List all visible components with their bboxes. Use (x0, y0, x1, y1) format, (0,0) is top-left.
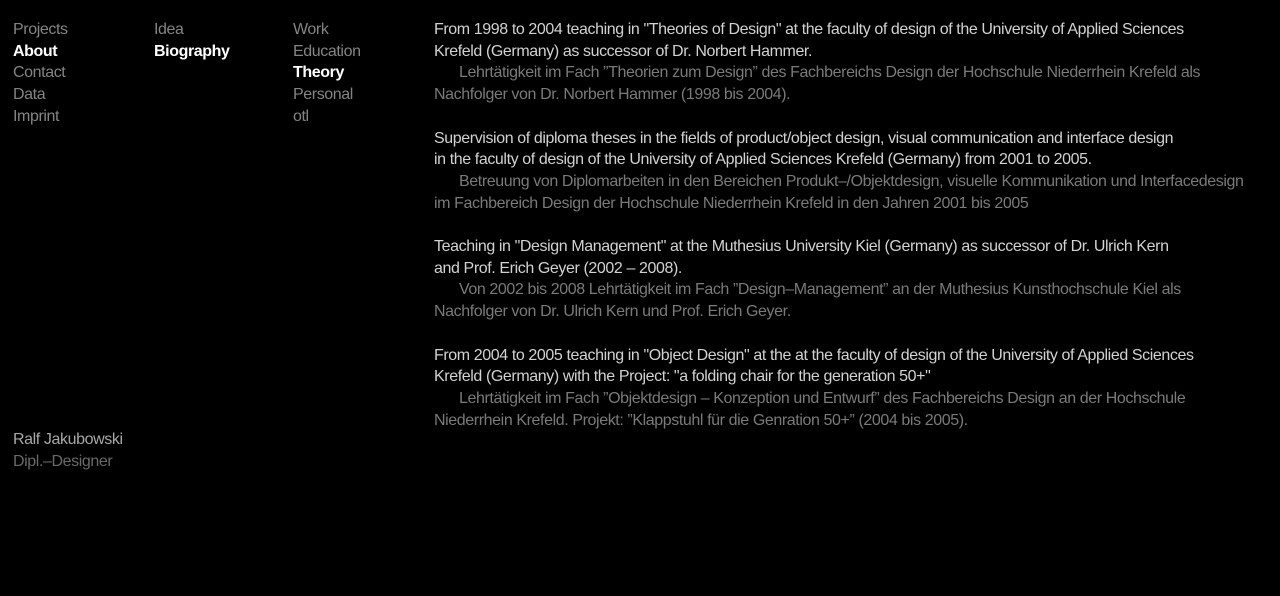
paragraph-block (434, 345, 1280, 432)
en-line: Krefeld (Germany) with the Project: "a folding chair for the generation 50+" (434, 368, 931, 386)
de-line: Nachfolger von Dr. Norbert Hammer (1998 bis 2004). (434, 86, 791, 104)
nav-item-about[interactable]: About (13, 42, 58, 60)
nav-item-idea[interactable]: Idea (154, 21, 184, 38)
de-line: Betreuung von Diplomarbeiten in den Bereichen Produkt–/Objektdesign, visuelle Kommunikation und Interfacedesign (459, 172, 1244, 190)
en-line: Krefeld (Germany) as successor of Dr. Norbert Hammer. (434, 42, 813, 60)
nav-column-primary (13, 19, 154, 453)
footer-name: Ralf Jakubowski (13, 431, 123, 448)
nav-item-work[interactable]: Work (293, 21, 329, 38)
de-line: Lehrtätigkeit im Fach ”Objektdesign – Konzeption und Entwurf” des Fachbereichs Design an der Hochschule (459, 389, 1186, 407)
en-line: Supervision of diploma theses in the fields of product/object design, visual communication and interface design (434, 129, 1174, 147)
de-line: Niederrhein Krefeld. Projekt: ”Klappstuhl für die Genration 50+” (2004 bis 2005). (434, 411, 968, 429)
nav-item-theory[interactable]: Theory (293, 64, 344, 82)
paragraph-block (434, 19, 1280, 106)
nav-column-about (154, 19, 293, 453)
nav-item-personal[interactable]: Personal (293, 86, 353, 104)
nav-item-contact[interactable]: Contact (13, 64, 66, 82)
nav-item-biography[interactable]: Biography (154, 42, 230, 60)
nav-item-otl[interactable]: otl (293, 107, 309, 125)
paragraph-block (434, 128, 1280, 215)
nav-column-biography (293, 19, 434, 453)
en-line: in the faculty of design of the University of Applied Sciences Krefeld (Germany) from 2001 to 2005. (434, 151, 1092, 169)
theory-content (434, 19, 1280, 453)
de-line: Lehrtätigkeit im Fach ”Theorien zum Design” des Fachbereichs Design der Hochschule Niederrhein Krefeld als (459, 64, 1201, 82)
nav-item-data[interactable]: Data (13, 86, 46, 104)
nav-item-imprint[interactable]: Imprint (13, 107, 60, 125)
nav-item-education[interactable]: Education (293, 42, 361, 60)
identity-block (13, 429, 123, 472)
en-line: Teaching in "Design Management" at the Muthesius University Kiel (Germany) as successor of Dr. Ulrich Kern (434, 238, 1169, 255)
nav-item-projects[interactable]: Projects (13, 21, 68, 38)
de-line: Von 2002 bis 2008 Lehrtätigkeit im Fach ”Design–Management” an der Muthesius Kunsthochschule Kiel als (459, 281, 1181, 299)
en-line: and Prof. Erich Geyer (2002 – 2008). (434, 259, 682, 277)
paragraph-block (434, 236, 1280, 323)
footer-title: Dipl.–Designer (13, 452, 113, 470)
en-line: From 2004 to 2005 teaching in "Object Design" at the at the faculty of design of the University of Applied Sciences (434, 346, 1194, 364)
en-line: From 1998 to 2004 teaching in "Theories of Design" at the faculty of design of the University of Applied Sciences (434, 21, 1184, 38)
de-line: Nachfolger von Dr. Ulrich Kern und Prof. Erich Geyer. (434, 303, 791, 321)
de-line: im Fachbereich Design der Hochschule Niederrhein Krefeld in den Jahren 2001 bis 2005 (434, 194, 1029, 212)
